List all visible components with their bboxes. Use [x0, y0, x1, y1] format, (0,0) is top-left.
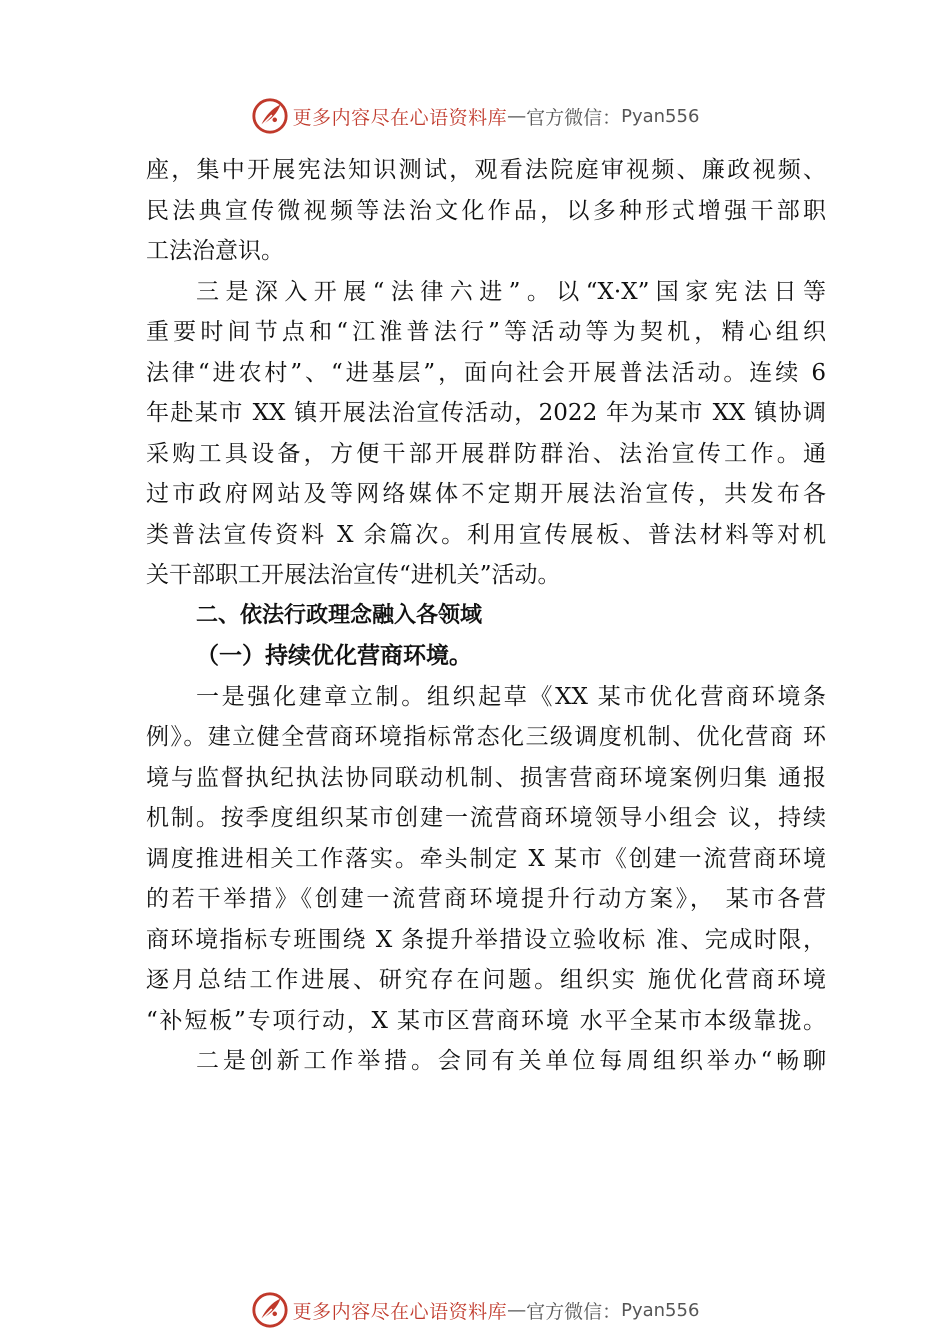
section-heading: 二、依法行政理念融入各领域 [196, 602, 483, 628]
watermark-account: Pyan556 [621, 105, 700, 127]
body-line: 的若干举措》《创建一流营商环境提升行动方案》， 某市各营 [146, 886, 826, 912]
watermark-header [0, 96, 950, 136]
body-line: 过市政府网站及等网络媒体不定期开展法治宣传，共发布各 [146, 481, 826, 507]
watermark-label: 官方微信： [526, 1300, 622, 1323]
body-line: 商环境指标专班围绕 X 条提升举措设立验收标 准、完成时限， [146, 926, 826, 953]
subsection-heading: （一）持续优化营商环境。 [196, 642, 472, 669]
watermark-footer [0, 1290, 950, 1330]
body-line: 法律“进农村”、“进基层”，面向社会开展普法活动。连续 6 [146, 359, 826, 386]
body-line: 采购工具设备，方便干部开展群防群治、法治宣传工作。通 [146, 440, 826, 467]
body-line: 例》。建立健全营商环境指标常态化三级调度机制、优化营商 环 [146, 724, 826, 750]
body-line: 座，集中开展宪法知识测试，观看法院庭审视频、廉政视频、 [146, 157, 826, 183]
body-line: “补短板”专项行动，X 某市区营商环境 水平全某市本级靠拢。 [146, 1007, 826, 1034]
body-line: 二是创新工作举措。会同有关单位每周组织举办“畅聊 [196, 1048, 826, 1074]
watermark-label: 官方微信： [526, 106, 622, 129]
body-line: 机制。按季度组织某市创建一流营商环境领导小组会 议，持续 [146, 805, 826, 831]
watermark-separator: — [507, 1299, 527, 1321]
body-line: 年赴某市 XX 镇开展法治宣传活动，2022 年为某市 XX 镇协调 [146, 400, 826, 426]
body-line: 重要时间节点和“江淮普法行”等活动等为契机，精心组织 [146, 319, 826, 345]
body-line: 工法治意识。 [146, 238, 284, 264]
body-line: 逐月总结工作进展、研究存在问题。组织实 施优化营商环境 [146, 967, 826, 993]
feather-pen-logo-icon [251, 1291, 289, 1329]
document-body [146, 150, 826, 1082]
watermark-brand-text: 更多内容尽在心语资料库 [292, 1300, 508, 1323]
watermark-account: Pyan556 [621, 1299, 700, 1321]
body-line: 类普法宣传资料 X 余篇次。利用宣传展板、普法材料等对机 [146, 521, 826, 548]
body-line: 境与监督执纪执法协同联动机制、损害营商环境案例归集 通报 [146, 764, 826, 791]
watermark-separator: — [507, 105, 527, 127]
body-line: 关干部职工开展法治宣传“进机关”活动。 [146, 562, 561, 588]
body-line: 民法典宣传微视频等法治文化作品，以多种形式增强干部职 [146, 197, 826, 224]
body-line: 调度推进相关工作落实。牵头制定 X 某市《创建一流营商环境 [146, 845, 826, 872]
feather-pen-logo-icon [251, 97, 289, 135]
body-line: 一是强化建章立制。组织起草《XX 某市优化营商环境条 [196, 683, 826, 710]
body-line: 三是深入开展“法律六进”。以“X·X”国家宪法日等 [196, 278, 826, 305]
watermark-brand-text: 更多内容尽在心语资料库 [292, 106, 508, 129]
